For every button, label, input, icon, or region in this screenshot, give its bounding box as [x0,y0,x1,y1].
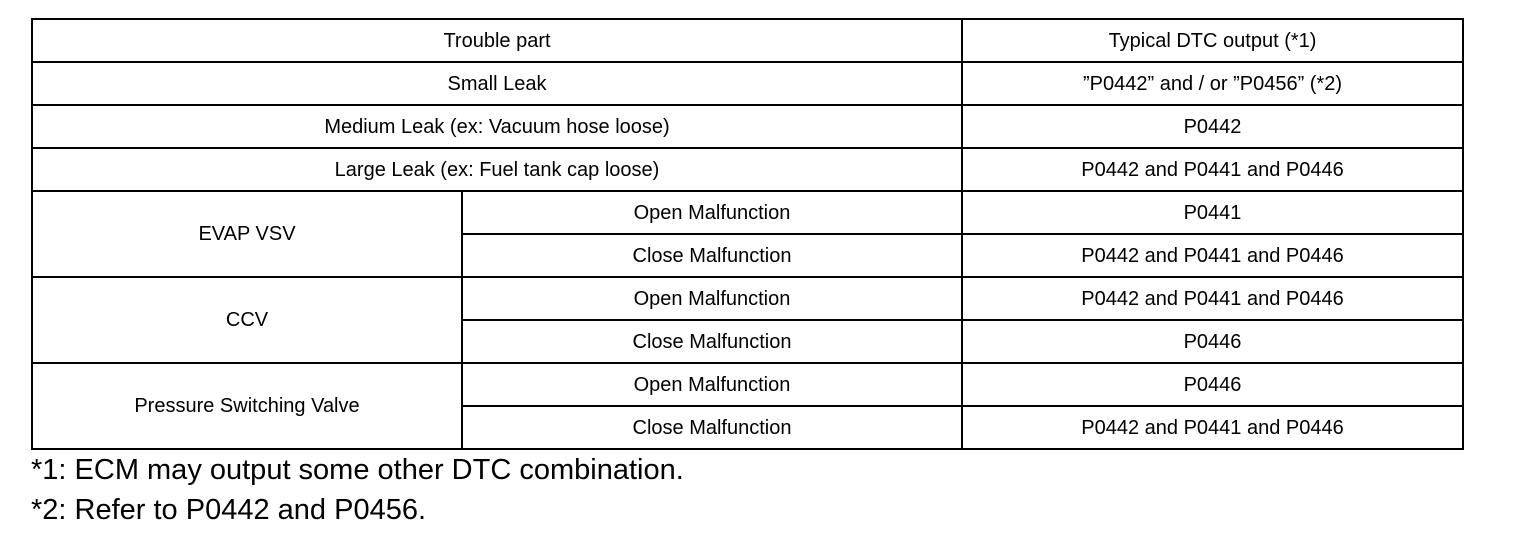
malfunction-mode-cell: Close Malfunction [462,320,962,363]
footnotes [31,450,684,530]
table-row [32,105,1463,148]
dtc-table [31,18,1464,450]
footnote-1: *1: ECM may output some other DTC combination. [31,454,684,486]
malfunction-mode-cell: Open Malfunction [462,363,962,406]
malfunction-mode-cell: Close Malfunction [462,406,962,449]
dtc-output-cell: P0442 [962,105,1463,148]
malfunction-mode-cell: Close Malfunction [462,234,962,277]
dtc-output-cell: P0442 and P0441 and P0446 [962,234,1463,277]
table-row [32,148,1463,191]
trouble-part-cell: Medium Leak (ex: Vacuum hose loose) [32,105,962,148]
malfunction-mode-cell: Open Malfunction [462,277,962,320]
dtc-output-cell: P0442 and P0441 and P0446 [962,148,1463,191]
trouble-part-cell: Small Leak [32,62,962,105]
table-row [32,363,1463,406]
dtc-output-cell: P0446 [962,363,1463,406]
footnote-2: *2: Refer to P0442 and P0456. [31,494,427,526]
header-typical-dtc: Typical DTC output (*1) [962,19,1463,62]
table-row [32,62,1463,105]
table-header-row [32,19,1463,62]
malfunction-mode-cell: Open Malfunction [462,191,962,234]
dtc-output-cell: P0441 [962,191,1463,234]
table-row [32,191,1463,234]
header-trouble-part: Trouble part [32,19,962,62]
trouble-part-group-cell: EVAP VSV [32,191,462,277]
trouble-part-cell: Large Leak (ex: Fuel tank cap loose) [32,148,962,191]
trouble-part-group-cell: Pressure Switching Valve [32,363,462,449]
dtc-output-cell: ”P0442” and / or ”P0456” (*2) [962,62,1463,105]
dtc-output-cell: P0442 and P0441 and P0446 [962,406,1463,449]
dtc-output-cell: P0442 and P0441 and P0446 [962,277,1463,320]
table-row [32,277,1463,320]
dtc-output-cell: P0446 [962,320,1463,363]
trouble-part-group-cell: CCV [32,277,462,363]
